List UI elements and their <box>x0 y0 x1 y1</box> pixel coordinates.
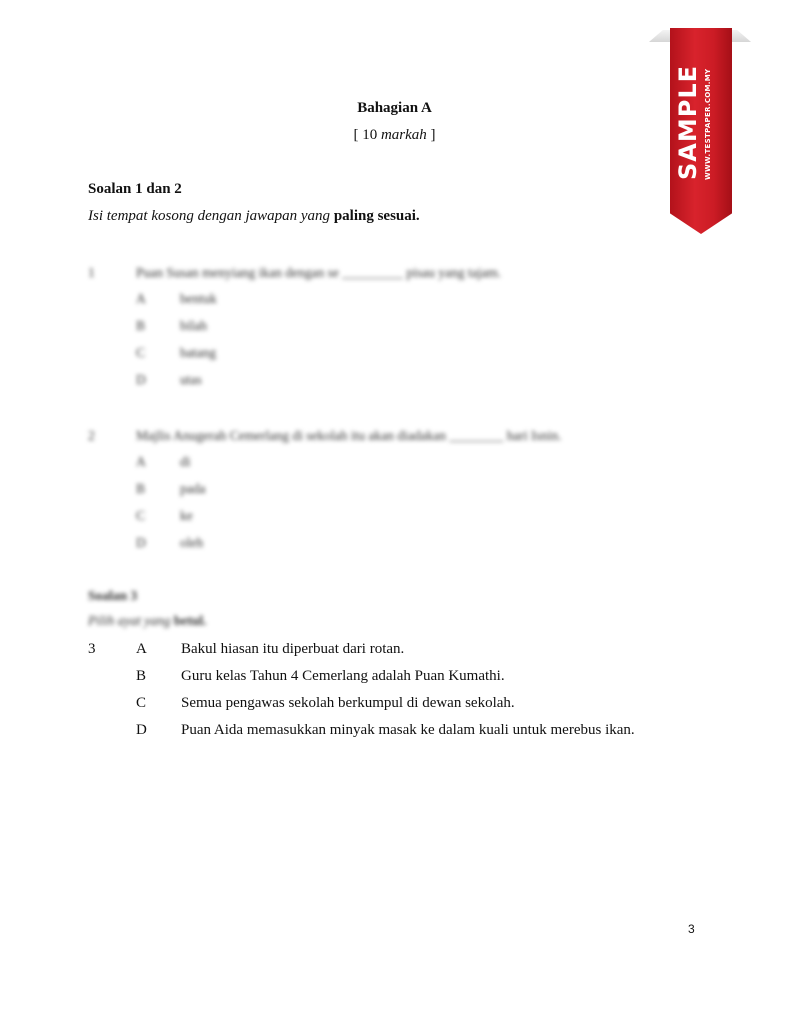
option-text: bentuk <box>180 291 217 306</box>
option-text: pada <box>180 481 206 496</box>
option-c <box>136 508 193 524</box>
sample-ribbon <box>642 24 758 238</box>
part2-instruction-bold: betul. <box>173 613 207 628</box>
option-text: utas <box>180 372 202 387</box>
option-b <box>136 318 207 334</box>
part1-heading: Soalan 1 dan 2 <box>88 181 182 197</box>
option-text: di <box>180 454 191 469</box>
option-a <box>136 454 191 470</box>
option-b <box>136 668 505 685</box>
marks-close: ] <box>430 127 436 143</box>
option-letter: A <box>136 454 146 469</box>
ribbon-url: WWW.TESTPAPER.COM.MY <box>704 68 712 180</box>
option-d <box>136 372 202 388</box>
option-letter: A <box>136 641 147 657</box>
question-number: 1 <box>88 265 95 280</box>
part2-instruction-italic: Pilih ayat yang <box>88 613 171 628</box>
option-a <box>136 641 404 658</box>
option-letter: C <box>136 345 146 360</box>
ribbon-text <box>670 28 732 208</box>
option-text: oleh <box>180 535 204 550</box>
option-c <box>136 695 515 712</box>
page-number: 3 <box>688 922 695 936</box>
option-d <box>136 722 635 739</box>
option-letter: B <box>136 481 146 496</box>
question-text: Puan Susan menyiang ikan dengan se _________ pisau yang tajam. <box>136 265 502 280</box>
part2-instruction <box>88 613 207 629</box>
question-text: Majlis Anugerah Cemerlang di sekolah itu akan diadakan ________ hari Isnin. <box>136 428 562 443</box>
option-letter: C <box>136 695 147 711</box>
option-text: Guru kelas Tahun 4 Cemerlang adalah Puan Kumathi. <box>181 668 505 684</box>
option-text: ke <box>180 508 193 523</box>
option-letter: D <box>136 372 146 387</box>
part1-instruction-italic: Isi tempat kosong dengan jawapan yang <box>88 208 331 224</box>
option-c <box>136 345 216 361</box>
option-text: Bakul hiasan itu diperbuat dari rotan. <box>181 641 405 657</box>
section-title: Bahagian A <box>357 100 432 116</box>
option-a <box>136 291 217 307</box>
option-letter: B <box>136 318 146 333</box>
option-text: batang <box>180 345 216 360</box>
ribbon-label: SAMPLE <box>674 64 702 180</box>
option-text: Puan Aida memasukkan minyak masak ke dalam kuali untuk merebus ikan. <box>181 722 635 738</box>
marks-open: [ 10 <box>353 127 378 143</box>
option-b <box>136 481 205 497</box>
question-number: 2 <box>88 428 95 443</box>
marks-word: markah <box>380 127 427 143</box>
option-letter: C <box>136 508 146 523</box>
option-text: Semua pengawas sekolah berkumpul di dewan sekolah. <box>181 695 515 711</box>
option-letter: D <box>136 535 146 550</box>
part1-instruction <box>88 208 420 225</box>
option-text: bilah <box>180 318 207 333</box>
part2-heading: Soalan 3 <box>88 588 138 603</box>
option-letter: D <box>136 722 147 738</box>
part1-instruction-bold: paling sesuai. <box>333 208 420 224</box>
option-letter: B <box>136 668 147 684</box>
option-letter: A <box>136 291 146 306</box>
option-d <box>136 535 203 551</box>
question-number: 3 <box>88 641 96 657</box>
